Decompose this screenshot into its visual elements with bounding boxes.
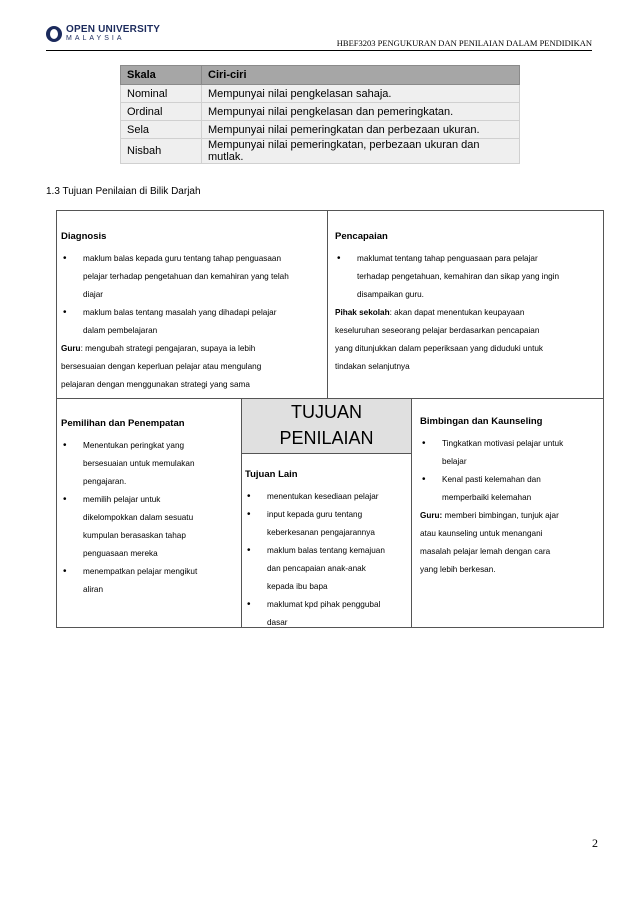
table-row — [121, 103, 520, 121]
tujuan-lain-bullet-line: kepada ibu bapa — [267, 582, 328, 591]
bimbingan-bullet-line: • Tingkatkan motivasi pelajar untuk — [442, 439, 564, 448]
section-heading: 1.3 Tujuan Penilaian di Bilik Darjah — [46, 186, 201, 197]
list-item — [61, 491, 235, 563]
pemilihan-bullet-line: dikelompokkan dalam sesuatu — [83, 513, 194, 522]
bimbingan-box — [412, 399, 604, 628]
list-item — [245, 488, 407, 506]
scale-description: Mempunyai nilai pemeringkatan dan perbezaan ukuran. — [202, 121, 520, 139]
logo-line1: OPEN UNIVERSITY — [66, 24, 161, 35]
scale-header-ciri: Ciri-ciri — [202, 66, 520, 85]
tujuan-lain-bullet-line: keberkesanan pengajarannya — [267, 528, 375, 537]
table-row — [121, 85, 520, 103]
tujuan-lain-bullet-line: • maklumat kpd pihak penggubal — [267, 600, 381, 609]
pencapaian-note — [335, 304, 594, 322]
diagnosis-note-line: pelajaran dengan menggunakan strategi yang sama — [61, 380, 250, 389]
pencapaian-note-label: Pihak sekolah — [335, 308, 390, 317]
scale-name: Nominal — [121, 85, 202, 103]
pemilihan-bullet-line: penguasaan mereka — [83, 549, 158, 558]
diagnosis-box — [56, 210, 328, 399]
diagnosis-note-line: : mengubah strategi pengajaran, supaya ia lebih — [80, 344, 256, 353]
center-title-line2: PENILAIAN — [279, 428, 374, 448]
bimbingan-bullet-line: • Kenal pasti kelemahan dan — [442, 475, 541, 484]
table-row — [121, 121, 520, 139]
diagnosis-bullet-line: • maklum balas tentang masalah yang dihadapi pelajar — [83, 308, 277, 317]
scale-name: Sela — [121, 121, 202, 139]
pemilihan-bullet-line: • menempatkan pelajar mengikut — [83, 567, 198, 576]
pemilihan-bullet-line: pengajaran. — [83, 477, 127, 486]
list-item — [245, 506, 407, 542]
pemilihan-bullet-line: bersesuaian untuk memulakan — [83, 459, 195, 468]
scale-name: Nisbah — [121, 139, 202, 164]
list-item — [61, 563, 235, 599]
pencapaian-note-line: : akan dapat menentukan keupayaan — [389, 308, 525, 317]
table-row — [121, 139, 520, 164]
pencapaian-note-line: keseluruhan seseorang pelajar berdasarkan pencapaian — [335, 326, 540, 335]
bimbingan-note-line: atau kaunseling untuk menangani — [420, 529, 543, 538]
bimbingan-bullet-line: memperbaiki kelemahan — [442, 493, 532, 502]
scale-table-header-row — [121, 66, 520, 85]
list-item — [335, 250, 594, 304]
diagnosis-note — [61, 340, 319, 358]
bimbingan-note-line: memberi bimbingan, tunjuk ajar — [442, 511, 559, 520]
scale-description: Mempunyai nilai pemeringkatan, perbezaan ukuran dan mutlak. — [202, 139, 520, 164]
pemilihan-bullet-line: aliran — [83, 585, 104, 594]
pencapaian-note-line: yang ditunjukkan dalam peperiksaan yang diduduki untuk — [335, 344, 544, 353]
pencapaian-bullet-line: terhadap pengetahuan, kemahiran dan sikap yang ingin — [357, 272, 560, 281]
tujuan-lain-bullet-line: • maklum balas tentang kemajuan — [267, 546, 385, 555]
diagnosis-note-line: bersesuaian dengan keperluan pelajar atau mengulang — [61, 362, 262, 371]
scale-description: Mempunyai nilai pengkelasan dan pemeringkatan. — [202, 103, 520, 121]
diagnosis-bullet-line: • maklum balas kepada guru tentang tahap penguasaan — [83, 254, 282, 263]
tujuan-lain-title: Tujuan Lain — [245, 469, 298, 480]
bimbingan-bullet-line: belajar — [442, 457, 467, 466]
pencapaian-note-line: tindakan selanjutnya — [335, 362, 410, 371]
scale-table — [120, 65, 520, 164]
pemilihan-bullet-line: • memilih pelajar untuk — [83, 495, 161, 504]
logo-line2: MALAYSIA — [66, 35, 125, 42]
logo-mark-icon — [46, 26, 62, 42]
bimbingan-title: Bimbingan dan Kaunseling — [420, 416, 543, 427]
tujuan-lain-box — [242, 454, 412, 628]
list-item — [61, 437, 235, 491]
header-title: HBEF3203 PENGUKURAN DAN PENILAIAN DALAM PENDIDIKAN — [336, 38, 592, 48]
center-title-line1: TUJUAN — [291, 402, 362, 422]
diagnosis-bullet-line: diajar — [83, 290, 104, 299]
diagnosis-bullet-line: pelajar terhadap pengetahuan dan kemahiran yang telah — [83, 272, 289, 281]
tujuan-lain-bullet-line: dasar — [267, 618, 288, 627]
pemilihan-bullet-line: • Menentukan peringkat yang — [83, 441, 185, 450]
university-logo — [46, 25, 160, 43]
pencapaian-title: Pencapaian — [335, 231, 388, 242]
tujuan-lain-bullet-line: dan pencapaian anak-anak — [267, 564, 366, 573]
scale-header-skala: Skala — [121, 66, 202, 85]
page-number: 2 — [592, 836, 598, 850]
list-item — [420, 471, 598, 507]
pencapaian-bullet-line: • maklumat tentang tahap penguasaan para pelajar — [357, 254, 538, 263]
diagnosis-note-label: Guru — [61, 344, 81, 353]
pencapaian-bullet-line: disampaikan guru. — [357, 290, 424, 299]
list-item — [245, 596, 407, 632]
center-title-box — [242, 399, 412, 454]
tujuan-lain-bullet-line: • input kepada guru tentang — [267, 510, 363, 519]
bimbingan-note-label: Guru: — [420, 511, 443, 520]
pemilihan-bullet-line: kumpulan berasaskan tahap — [83, 531, 186, 540]
list-item — [420, 435, 598, 471]
diagnosis-title: Diagnosis — [61, 231, 107, 242]
scale-name: Ordinal — [121, 103, 202, 121]
bimbingan-note — [420, 507, 598, 525]
scale-description: Mempunyai nilai pengkelasan sahaja. — [202, 85, 520, 103]
list-item — [61, 250, 319, 304]
header-rule — [46, 50, 592, 51]
list-item — [245, 542, 407, 596]
list-item — [61, 304, 319, 340]
tujuan-lain-bullet-line: • menentukan kesediaan pelajar — [267, 492, 379, 501]
bimbingan-note-line: yang lebih berkesan. — [420, 565, 496, 574]
pemilihan-title: Pemilihan dan Penempatan — [61, 418, 185, 429]
pemilihan-box — [56, 399, 242, 628]
pencapaian-box — [328, 210, 604, 399]
diagnosis-bullet-line: dalam pembelajaran — [83, 326, 158, 335]
bimbingan-note-line: masalah pelajar lemah dengan cara — [420, 547, 551, 556]
